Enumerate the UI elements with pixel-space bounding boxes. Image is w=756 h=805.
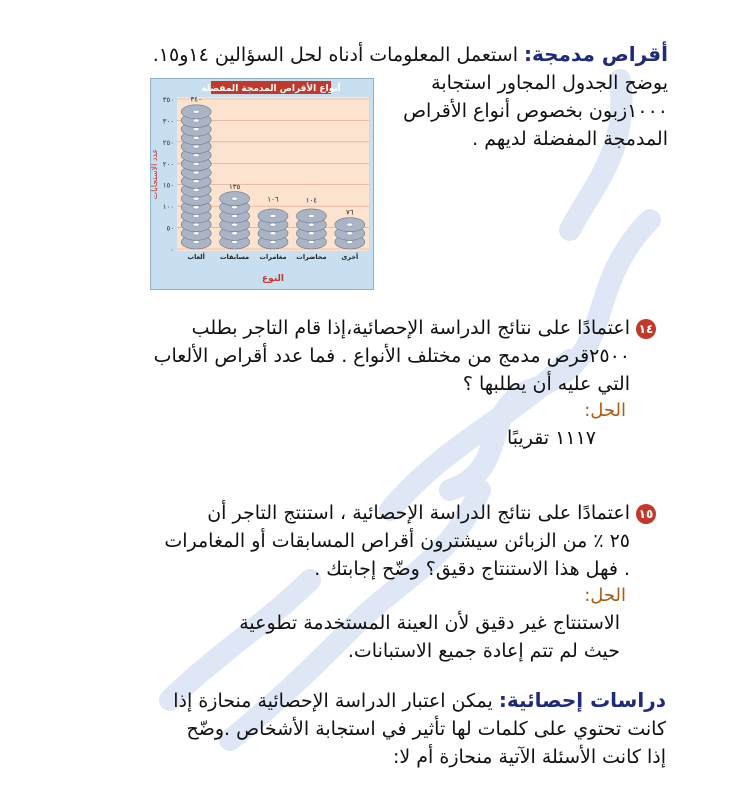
q14-solution-label: الحل: (584, 400, 626, 421)
q14-number-badge: ١٤ (636, 319, 656, 339)
chart-y-tick-label: ٥٠ (166, 224, 174, 233)
question-15 (164, 499, 656, 665)
chart-y-tick-label: ٠ (170, 246, 174, 254)
chart-y-tick-label: ٣٠٠ (162, 117, 174, 126)
chart-y-tick-label: ١٠٠ (162, 203, 174, 212)
intro-line-4: المدمجة المفضلة لديهم . (472, 128, 668, 150)
q15-number-badge: ١٥ (636, 504, 656, 524)
q14-line-1-text: اعتمادًا على نتائج الدراسة الإحصائية،إذا قام التاجر بطلب (191, 317, 630, 339)
chart-x-tick-label: مسابقات (220, 253, 250, 261)
q15-line-1-text: اعتمادًا على نتائج الدراسة الإحصائية ، استنتج التاجر أن (207, 502, 630, 524)
intro-lead: أقراص مدمجة: (524, 42, 668, 66)
q15-answer-line-2: حيث لم تتم إعادة جميع الاستبانات. (347, 640, 620, 662)
chart-bar (258, 209, 288, 249)
chart-bar (220, 192, 250, 249)
studies-lead: دراسات إحصائية: (498, 688, 666, 712)
studies-line-3: إذا كانت الأسئلة الآتية منحازة أم لا: (393, 746, 666, 768)
q15-line-1 (164, 499, 656, 527)
chart-bar (181, 105, 211, 249)
intro-line-3: ١٠٠٠زبون بخصوص أنواع الأقراص (403, 100, 668, 122)
intro-line-2: يوضح الجدول المجاور استجابة (431, 72, 668, 94)
chart-x-ticks (188, 252, 359, 261)
studies-line-1-text: يمكن اعتبار الدراسة الإحصائية منحازة إذا (173, 690, 499, 712)
chart-x-tick-label: محاضرات (296, 253, 327, 261)
chart-y-label: عدد الاستجابات (150, 148, 159, 200)
chart-value-label: ٣٤٠ (190, 95, 202, 104)
chart-bar (335, 218, 365, 249)
chart-y-tick-label: ٢٠٠ (162, 160, 174, 169)
chart-value-label: ٧٦ (346, 208, 354, 217)
chart-value-label: ١٣٥ (228, 183, 241, 192)
q14-line-1 (154, 314, 656, 342)
studies-line-2: كانت تحتوي على كلمات لها تأثير في استجابة الأشخاص .وضّح (186, 718, 666, 740)
studies-section (173, 686, 666, 771)
q14-answer: ١١١٧ تقريبًا (506, 427, 596, 449)
chart-y-ticks (163, 96, 174, 254)
chart-y-tick-label: ١٥٠ (162, 181, 174, 190)
cd-chart (150, 78, 374, 290)
q15-answer-line-1: الاستنتاج غير دقيق لأن العينة المستخدمة تطوعية (239, 612, 620, 634)
cd-chart-svg (151, 79, 373, 289)
chart-bar (296, 209, 326, 249)
chart-y-tick-label: ٣٥٠ (162, 96, 174, 104)
chart-x-tick-label: أخرى (341, 253, 359, 261)
q14-line-3: التي عليه أن يطلبها ؟ (462, 373, 630, 395)
chart-title: أنواع الأقراص المدمجة المفضلة (201, 84, 341, 94)
chart-x-label: النوع (262, 274, 284, 284)
chart-value-label: ١٠٤ (305, 196, 318, 205)
chart-x-tick-label: ألعاب (187, 253, 205, 261)
q15-solution-label: الحل: (584, 585, 626, 606)
q15-line-3: . فهل هذا الاستنتاج دقيق؟ وضّح إجابتك . (314, 558, 630, 580)
chart-x-tick-label: مغامرات (259, 253, 287, 261)
chart-value-label: ١٠٦ (267, 195, 279, 204)
question-14 (154, 314, 656, 452)
intro-line-1-text: استعمل المعلومات أدناه لحل السؤالين ١٤و١٥. (152, 44, 525, 66)
intro-line-1 (153, 40, 668, 69)
chart-y-tick-label: ٢٥٠ (162, 138, 174, 147)
q14-line-2: ٢٥٠٠قرص مدمج من مختلف الأنواع . فما عدد أقراص الألعاب (153, 345, 630, 367)
studies-line-1 (173, 686, 666, 715)
q15-line-2: ٢٥ ٪ من الزبائن سيشترون أقراص المسابقات أو المغامرات (164, 530, 630, 552)
